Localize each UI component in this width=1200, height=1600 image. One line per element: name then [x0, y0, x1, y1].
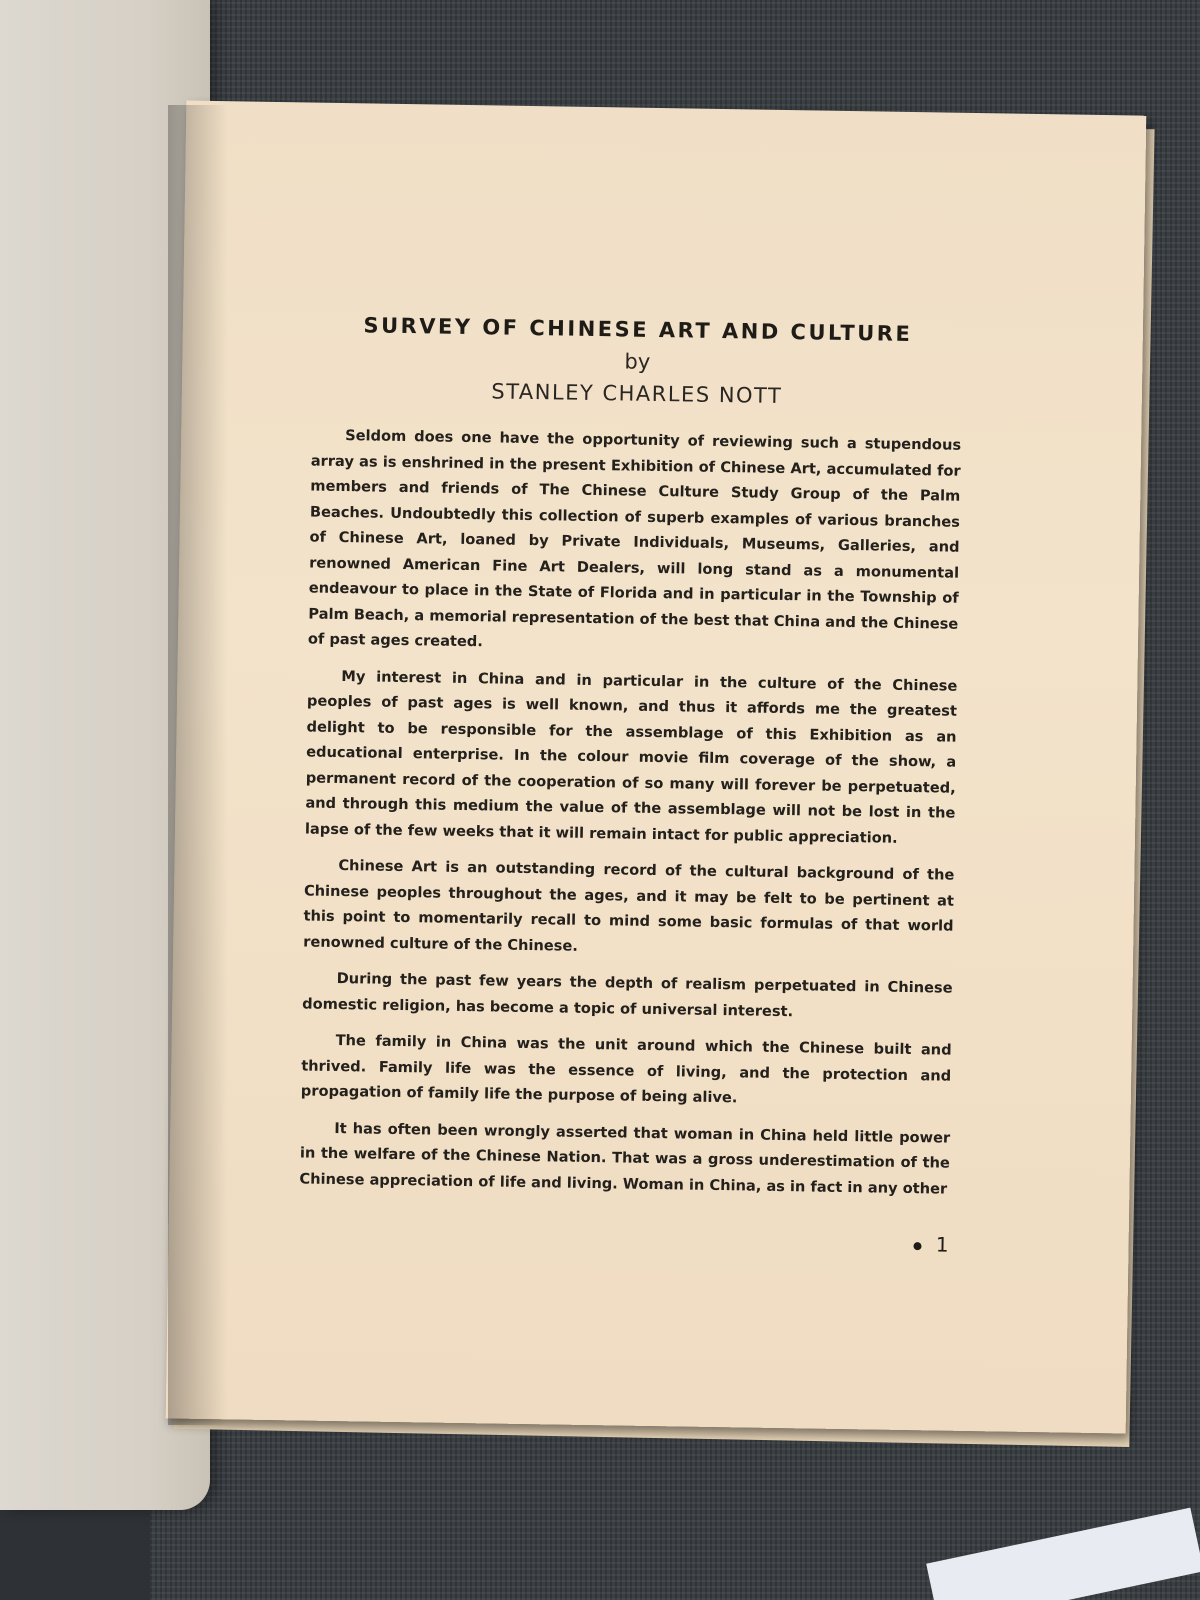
author-name: STANLEY CHARLES NOTT — [491, 379, 783, 408]
bullet-icon — [914, 1242, 922, 1250]
paragraph: Chinese Art is an outstanding record of the cultural background of the Chinese peoples throughout the ages, and it may be felt to be pertinent at this point to momentarily recall to mind some basic formulas of that world renowned culture of the Chinese. — [303, 857, 955, 955]
page-number-value: 1 — [935, 1232, 949, 1257]
paragraph: Seldom does one have the opportunity of reviewing such a stupendous array as is enshrined in the present Exhibition of Chinese Art, accumulated for members and friends of The Chinese Culture Study Group of the Palm Beaches. Undoubtedly this collection of superb examples of various branches of Chinese Art, loaned by Private Individuals, Museums, Galleries, and renowned American Fine Art Dealers, will long stand as a monumental endeavour to place in the State of Florida and in particular in the Township of Palm Beach, a memorial representation of the best that China and the Chinese of past ages created. — [307, 427, 962, 651]
right-page — [166, 101, 1147, 1434]
page-number — [914, 1232, 949, 1257]
page-content — [299, 313, 963, 1213]
paragraph: My interest in China and in particular in the culture of the Chinese peoples of past ages is well known, and thus it affords me the greatest delight to be responsible for the assemblage of this Exhibition as an educational enterprise. In the colour movie film coverage of the show, a permanent record of the cooperation of so many will forever be perpetuated, and through this medium the value of the assemblage will not be lost in the lapse of the few weeks that it will remain intact for public appreciation. — [304, 667, 958, 847]
paragraph: During the past few years the depth of realism perpetuated in Chinese domestic religion, has become a topic of universal interest. — [302, 970, 953, 1020]
document-title: SURVEY OF CHINESE ART AND CULTURE — [363, 313, 913, 346]
paragraph: The family in China was the unit around which the Chinese built and thrived. Family life was the essence of living, and the protection and propagation of family life the purpose of being alive. — [300, 1032, 952, 1107]
byline: by — [624, 349, 651, 374]
paragraph: It has often been wrongly asserted that woman in China held little power in the welfare of the Chinese Nation. That was a gross underestimation of the Chinese appreciation of life and living. Woman in China, as in fact in any other — [299, 1119, 951, 1198]
